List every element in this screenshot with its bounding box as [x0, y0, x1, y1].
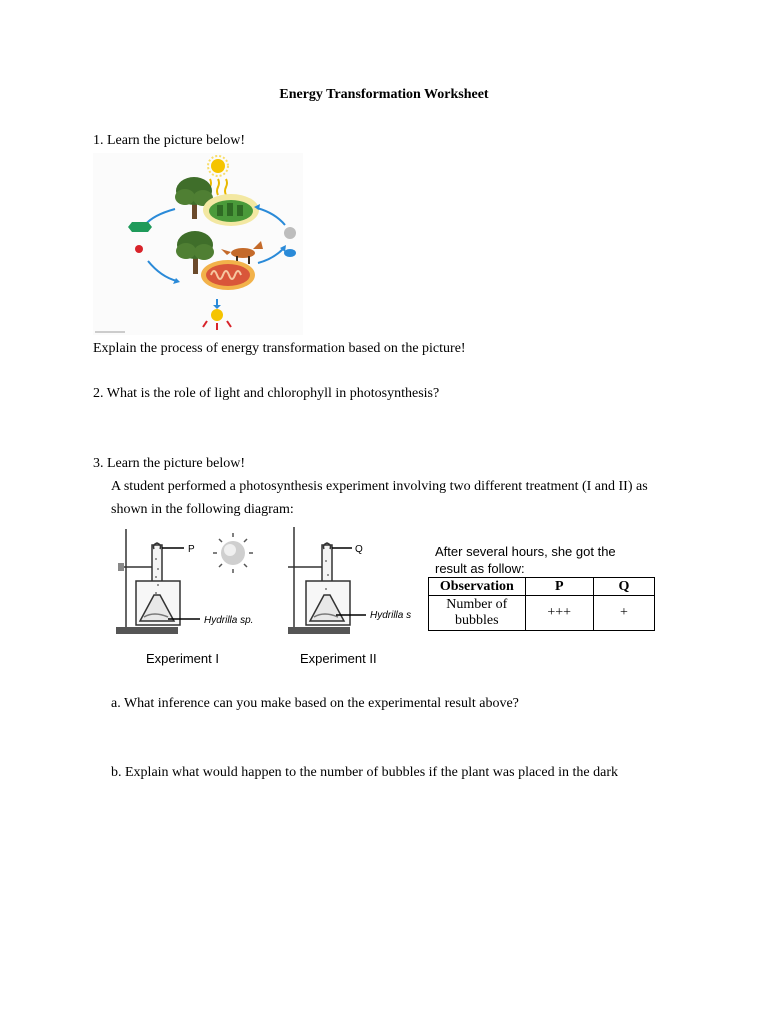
- label-q: Q: [355, 544, 363, 555]
- q2-prompt: 2. What is the role of light and chlorophyll in photosynthesis?: [93, 386, 440, 401]
- label-p: P: [188, 544, 195, 555]
- energy-cycle-figure: [93, 153, 303, 335]
- row-label-line1: Number of: [446, 597, 508, 612]
- q1-prompt: 1. Learn the picture below!: [93, 133, 245, 148]
- result-intro-line1: After several hours, she got the: [435, 544, 616, 559]
- experiment-2-label: Experiment II: [300, 651, 377, 666]
- q3b-prompt: b. Explain what would happen to the number of bubbles if the plant was placed in the dark: [111, 765, 618, 780]
- glucose-icon: [128, 222, 152, 232]
- q3-intro-line1: A student performed a photosynthesis experiment involving two different treatment (I and II) as: [111, 479, 648, 494]
- experiment-1-label: Experiment I: [146, 651, 219, 666]
- experiment-figure: [110, 525, 420, 645]
- p-value: +++: [525, 596, 593, 631]
- result-intro-line2: result as follow:: [435, 561, 525, 576]
- plant-label-2: Hydrilla s: [370, 610, 412, 621]
- row-label: [429, 596, 526, 631]
- water-icon: [284, 249, 296, 257]
- table-row: [429, 596, 655, 631]
- mitochondrion-icon: [201, 260, 255, 290]
- carbon-dioxide-icon: [284, 227, 296, 239]
- oxygen-icon: [135, 245, 143, 253]
- apparatus-2: [288, 527, 350, 634]
- header-p: P: [525, 578, 593, 596]
- sun-icon: [213, 533, 253, 573]
- q1-explain: Explain the process of energy transformation based on the picture!: [93, 341, 466, 356]
- q-value: +: [593, 596, 654, 631]
- header-q: Q: [593, 578, 654, 596]
- chloroplast-icon: [203, 194, 259, 226]
- q3-intro-line2: shown in the following diagram:: [111, 502, 294, 517]
- header-observation: Observation: [429, 578, 526, 596]
- result-intro: [435, 543, 616, 577]
- q3-prompt: 3. Learn the picture below!: [93, 456, 245, 471]
- table-header-row: [429, 578, 655, 596]
- row-label-line2: bubbles: [455, 613, 499, 628]
- plant-label-1: Hydrilla sp.: [204, 615, 254, 626]
- page-title: Energy Transformation Worksheet: [279, 87, 489, 102]
- results-table: [428, 577, 655, 631]
- q3a-prompt: a. What inference can you make based on the experimental result above?: [111, 696, 519, 711]
